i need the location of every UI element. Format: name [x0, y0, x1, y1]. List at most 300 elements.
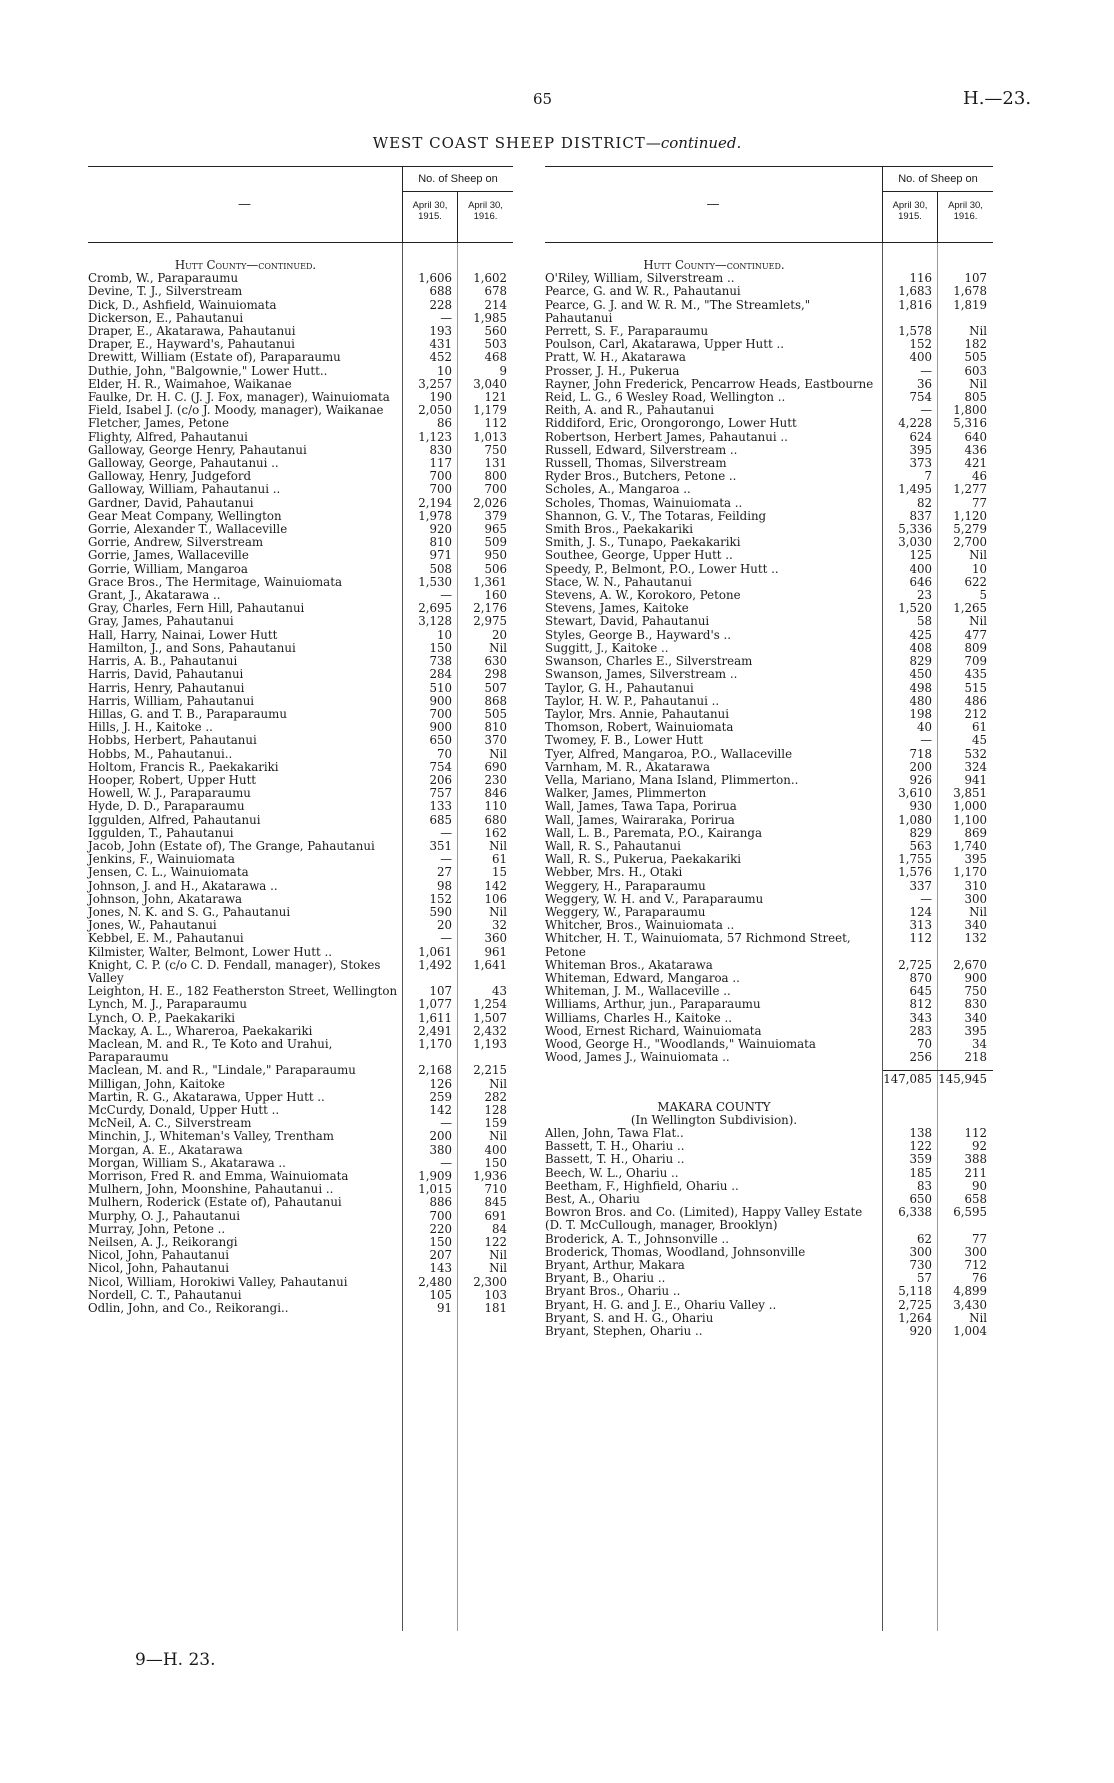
row-1916: 212 — [964, 706, 987, 721]
row-1915: 700 — [429, 482, 452, 497]
row-name: Bryant, S. and H. G., Ohariu — [545, 1310, 714, 1325]
row-name: Milligan, John, Kaitoke — [88, 1076, 225, 1091]
row-name: Nordell, C. T., Pahautanui — [88, 1287, 242, 1302]
row-name: Weggery, W. H. and V., Paraparaumu — [545, 891, 764, 906]
row-1916: 941 — [964, 772, 987, 787]
row-1916: 1,254 — [473, 997, 507, 1012]
table-row — [88, 761, 513, 774]
row-1916: Nil — [489, 838, 507, 853]
table-row — [88, 959, 513, 985]
table-row — [88, 563, 513, 576]
row-1915: 1,683 — [898, 284, 932, 299]
row-1916: 709 — [964, 654, 987, 669]
row-1915: 2,050 — [418, 403, 452, 418]
right-table — [545, 166, 993, 1629]
row-1915: 930 — [909, 799, 932, 814]
row-name: Swanson, James, Silverstream .. — [545, 667, 738, 682]
row-1915: 193 — [429, 324, 452, 339]
row-name: Scholes, A., Mangaroa .. — [545, 482, 691, 497]
row-1915: 150 — [429, 1235, 452, 1250]
row-1915: 920 — [429, 522, 452, 537]
row-1915: 82 — [916, 495, 932, 510]
row-1915: 3,610 — [898, 786, 932, 801]
table-row — [545, 351, 993, 364]
row-1916: 900 — [964, 970, 987, 985]
row-1915: 1,077 — [418, 997, 452, 1012]
row-1916: 230 — [484, 772, 507, 787]
row-name: Grant, J., Akatarawa .. — [88, 588, 221, 603]
row-name: Reith, A. and R., Pahautanui — [545, 403, 714, 418]
row-name: Smith, J. S., Tunapo, Paekakariki — [545, 535, 741, 550]
row-name: Russell, Edward, Silverstream .. — [545, 442, 738, 457]
row-1916: 505 — [964, 350, 987, 365]
table-row — [545, 800, 993, 813]
row-1916: 106 — [484, 891, 507, 906]
row-name: Bryant Bros., Ohariu .. — [545, 1284, 681, 1299]
row-name: Stewart, David, Pahautanui — [545, 614, 710, 629]
row-1915: 1,755 — [898, 852, 932, 867]
table-row — [88, 1144, 513, 1157]
row-name: Wall, James, Wairaraka, Porirua — [545, 812, 735, 827]
table-row — [88, 417, 513, 430]
row-1916: 700 — [484, 482, 507, 497]
row-name: Gear Meat Company, Wellington — [88, 508, 282, 523]
row-name: Taylor, G. H., Pahautanui — [545, 680, 694, 695]
row-1916: 388 — [964, 1152, 987, 1167]
row-name: Drewitt, William (Estate of), Paraparaumu — [88, 350, 341, 365]
row-name: Bassett, T. H., Ohariu .. — [545, 1139, 685, 1154]
row-1915: 152 — [909, 337, 932, 352]
table-row — [88, 483, 513, 496]
table-row — [545, 893, 993, 906]
table-row — [88, 1262, 513, 1275]
row-name: Perrett, S. F., Paraparaumu — [545, 324, 709, 339]
row-1915: 185 — [909, 1165, 932, 1180]
row-name: Kebbel, E. M., Pahautanui — [88, 931, 244, 946]
row-1916: 532 — [964, 746, 987, 761]
row-name: Gardner, David, Pahautanui — [88, 495, 254, 510]
row-name: Weggery, H., Paraparaumu — [545, 878, 706, 893]
row-1915: 143 — [429, 1261, 452, 1276]
table-row — [545, 866, 993, 879]
row-1916: 61 — [491, 852, 507, 867]
row-1915: 2,725 — [898, 957, 932, 972]
row-name: Taylor, Mrs. Annie, Pahautanui — [545, 706, 730, 721]
row-1916: Nil — [969, 376, 987, 391]
row-1915: 754 — [909, 390, 932, 405]
table-row — [88, 946, 513, 959]
row-name: Pratt, W. H., Akatarawa — [545, 350, 686, 365]
row-name: Bryant, B., Ohariu .. — [545, 1271, 666, 1286]
row-1915: 2,480 — [418, 1274, 452, 1289]
row-1916: 142 — [484, 878, 507, 893]
row-name: McNeil, A. C., Silverstream — [88, 1116, 252, 1131]
row-1915: 125 — [909, 548, 932, 563]
row-1916: 468 — [484, 350, 507, 365]
row-1916: 515 — [964, 680, 987, 695]
row-1916: 1,361 — [473, 574, 507, 589]
row-1916: 3,430 — [953, 1297, 987, 1312]
table-row — [88, 800, 513, 813]
row-name: Iggulden, Alfred, Pahautanui — [88, 812, 261, 827]
row-1916: 1,936 — [473, 1169, 507, 1184]
row-1916: 809 — [964, 640, 987, 655]
row-1916: 2,975 — [473, 614, 507, 629]
table-row — [88, 1302, 513, 1315]
row-1915: 373 — [909, 456, 932, 471]
footer-signature: 9—H. 23. — [135, 1650, 216, 1670]
row-1916: 46 — [971, 469, 987, 484]
row-name: Robertson, Herbert James, Pahautanui .. — [545, 429, 788, 444]
row-1915: 40 — [916, 720, 932, 735]
row-name: Williams, Arthur, jun., Paraparaumu — [545, 997, 761, 1012]
row-1915: 685 — [429, 812, 452, 827]
row-1916: 150 — [484, 1155, 507, 1170]
row-name: Iggulden, T., Pahautanui — [88, 825, 234, 840]
row-1916: 340 — [964, 1010, 987, 1025]
table-row — [88, 998, 513, 1011]
row-name: Johnson, J. and H., Akatarawa .. — [88, 878, 278, 893]
row-1915: 150 — [429, 640, 452, 655]
row-1916: 112 — [484, 416, 507, 431]
row-1916: 1,602 — [473, 271, 507, 286]
row-1916: 506 — [484, 561, 507, 576]
row-name: Weggery, W., Paraparaumu — [545, 904, 706, 919]
row-1916: 5,316 — [953, 416, 987, 431]
row-name: Allen, John, Tawa Flat.. — [545, 1126, 684, 1140]
row-1916: 61 — [971, 720, 987, 735]
table-row — [545, 563, 993, 576]
row-1915: 730 — [909, 1258, 932, 1273]
row-1916: 630 — [484, 654, 507, 669]
row-1915: 830 — [429, 442, 452, 457]
title-main: WEST COAST SHEEP DISTRICT — [372, 134, 646, 152]
row-1915: — — [440, 825, 452, 840]
row-1915: 10 — [436, 627, 452, 642]
row-1916: 300 — [964, 1244, 987, 1259]
row-name: Stevens, James, Kaitoke — [545, 601, 689, 616]
row-1916: 6,595 — [953, 1205, 987, 1220]
header-col-1916: April 30, 1916. — [468, 200, 503, 222]
row-name: Prosser, J. H., Pukerua — [545, 363, 680, 378]
row-name: Swanson, Charles E., Silverstream — [545, 654, 753, 669]
table-row — [545, 1299, 993, 1312]
row-1916: 2,176 — [473, 601, 507, 616]
row-1916: 45 — [971, 733, 987, 748]
row-name: Johnson, John, Akatarawa — [88, 891, 243, 906]
row-1916: 76 — [971, 1271, 987, 1286]
row-name: Faulke, Dr. H. C. (J. J. Fox, manager), Wainuiomata — [88, 390, 390, 405]
row-name: Southee, George, Upper Hutt .. — [545, 548, 733, 563]
row-1916: 110 — [484, 799, 507, 814]
row-1915: 1,015 — [418, 1182, 452, 1197]
row-name: Vella, Mariano, Mana Island, Plimmerton.. — [545, 772, 799, 787]
row-1915: 5,118 — [898, 1284, 932, 1299]
row-1915: 57 — [916, 1271, 932, 1286]
row-1915: 2,695 — [418, 601, 452, 616]
row-1916: 1,678 — [953, 284, 987, 299]
table-row — [545, 1206, 993, 1232]
row-1916: 486 — [964, 693, 987, 708]
table-row — [545, 431, 993, 444]
table-row — [88, 1130, 513, 1143]
row-name: Rayner, John Frederick, Pencarrow Heads, Eastbourne — [545, 376, 874, 391]
table-row — [88, 1064, 513, 1077]
table-row — [545, 761, 993, 774]
row-1915: 971 — [429, 548, 452, 563]
row-1916: 1,740 — [953, 838, 987, 853]
table-row — [88, 1276, 513, 1289]
row-1915: 450 — [909, 667, 932, 682]
row-1915: 86 — [436, 416, 452, 431]
row-name: Varnham, M. R., Akatarawa — [545, 759, 711, 774]
row-1916: 800 — [484, 469, 507, 484]
row-1915: — — [440, 588, 452, 603]
table-row — [88, 1038, 513, 1064]
row-1915: 3,257 — [418, 376, 452, 391]
row-1916: 750 — [484, 442, 507, 457]
row-name: Beech, W. L., Ohariu .. — [545, 1165, 679, 1180]
row-1916: 103 — [484, 1287, 507, 1302]
row-1915: 228 — [429, 297, 452, 312]
row-1916: 2,026 — [473, 495, 507, 510]
table-row — [88, 1078, 513, 1091]
page-title — [0, 134, 1114, 152]
table-row — [545, 998, 993, 1011]
row-1916: Nil — [489, 1261, 507, 1276]
row-name: Tyer, Alfred, Mangaroa, P.O., Wallaceville — [545, 746, 793, 761]
table-body — [545, 243, 993, 1631]
row-1916: 691 — [484, 1208, 507, 1223]
right-rows — [545, 259, 993, 1338]
row-name: Nicol, John, Pahautanui — [88, 1248, 230, 1263]
row-name: Morrison, Fred R. and Emma, Wainuiomata — [88, 1169, 349, 1184]
row-1915: 700 — [429, 1208, 452, 1223]
table-row — [545, 615, 993, 628]
section-sublabel: (In Wellington Subdivision). — [630, 1112, 798, 1127]
row-1916: 1,100 — [953, 812, 987, 827]
row-1916: 4,899 — [953, 1284, 987, 1299]
row-1916: 830 — [964, 997, 987, 1012]
row-1916: 1,120 — [953, 508, 987, 523]
row-name: Harris, David, Pahautanui — [88, 667, 244, 682]
table-row — [545, 748, 993, 761]
row-1916: 680 — [484, 812, 507, 827]
row-1915: 105 — [429, 1287, 452, 1302]
row-1915: 829 — [909, 654, 932, 669]
row-1915: 754 — [429, 759, 452, 774]
row-name: Suggitt, J., Kaitoke .. — [545, 640, 669, 655]
row-name: Gorrie, William, Mangaroa — [88, 561, 248, 576]
row-name: Wood, Ernest Richard, Wainuiomata — [545, 1023, 762, 1038]
row-name: Holtom, Francis R., Paekakariki — [88, 759, 279, 774]
row-1915: 190 — [429, 390, 452, 405]
row-1915: 70 — [916, 1036, 932, 1051]
left-rows — [88, 259, 513, 1315]
row-1915: 1,816 — [898, 297, 932, 312]
row-1915: 645 — [909, 984, 932, 999]
row-1915: 400 — [909, 350, 932, 365]
header-dash: — — [238, 197, 251, 212]
row-1916: 509 — [484, 535, 507, 550]
row-1916: 282 — [484, 1089, 507, 1104]
row-1916: 2,670 — [953, 957, 987, 972]
left-table — [88, 166, 513, 1629]
row-1916: 112 — [964, 1126, 987, 1140]
row-name: Gray, James, Pahautanui — [88, 614, 234, 629]
row-name: Nicol, John, Pahautanui — [88, 1261, 230, 1276]
table-row — [545, 959, 993, 972]
row-name: Gorrie, Alexander T., Wallaceville — [88, 522, 288, 537]
table-row — [88, 932, 513, 945]
row-1915: 10 — [436, 363, 452, 378]
row-1916: 846 — [484, 786, 507, 801]
row-name: Martin, R. G., Akatarawa, Upper Hutt .. — [88, 1089, 325, 1104]
row-name: Bowron Bros. and Co. (Limited), Happy Valley Estate (D. T. McCullough, manager, Brooklyn) — [545, 1205, 863, 1233]
row-1916: 2,215 — [473, 1063, 507, 1078]
row-1915: — — [920, 733, 932, 748]
row-name: Howell, W. J., Paraparaumu — [88, 786, 251, 801]
page-number: 65 — [533, 90, 553, 108]
table-row — [88, 299, 513, 312]
row-1916: 32 — [491, 918, 507, 933]
row-1916: 10 — [971, 561, 987, 576]
row-name: Maclean, M. and R., Te Koto and Urahui, Paraparaumu — [88, 1036, 333, 1065]
row-1915: 812 — [909, 997, 932, 1012]
row-1916: Nil — [489, 640, 507, 655]
row-1915: 926 — [909, 772, 932, 787]
row-name: Hyde, D. D., Paraparaumu — [88, 799, 245, 814]
row-1915: 83 — [916, 1178, 932, 1193]
row-1916: 2,700 — [953, 535, 987, 550]
table-row — [545, 1025, 993, 1038]
row-1915: — — [920, 403, 932, 418]
row-1916: 950 — [484, 548, 507, 563]
row-name: Maclean, M. and R., "Lindale," Paraparaumu — [88, 1063, 356, 1078]
row-1915: 36 — [916, 376, 932, 391]
row-1915: 2,491 — [418, 1023, 452, 1038]
row-1915: 810 — [429, 535, 452, 550]
row-1915: 2,725 — [898, 1297, 932, 1312]
table-row — [545, 483, 993, 496]
row-name: Beetham, F., Highfield, Ohariu .. — [545, 1178, 739, 1193]
table-row — [88, 682, 513, 695]
row-name: Riddiford, Eric, Orongorongo, Lower Hutt — [545, 416, 797, 431]
row-1915: 117 — [429, 456, 452, 471]
row-1916: 218 — [964, 1050, 987, 1065]
row-name: Hobbs, Herbert, Pahautanui — [88, 733, 257, 748]
row-name: Gray, Charles, Fern Hill, Pahautanui — [88, 601, 305, 616]
row-name: Galloway, George, Pahautanui .. — [88, 456, 279, 471]
row-1916: 20 — [491, 627, 507, 642]
row-1915: 23 — [916, 588, 932, 603]
row-1916: 122 — [484, 1235, 507, 1250]
row-1916: 77 — [971, 1231, 987, 1246]
row-1915: 1,492 — [418, 957, 452, 972]
row-name: Jensen, C. L., Wainuiomata — [88, 865, 249, 880]
row-1915: 98 — [436, 878, 452, 893]
row-name: Webber, Mrs. H., Otaki — [545, 865, 683, 880]
row-1916: 1,277 — [953, 482, 987, 497]
table-row — [545, 1051, 993, 1064]
row-1916: 845 — [484, 1195, 507, 1210]
row-name: Draper, E., Hayward's, Pahautanui — [88, 337, 295, 352]
row-name: Harris, A. B., Pahautanui — [88, 654, 238, 669]
row-1916: 9 — [499, 363, 507, 378]
row-1915: 395 — [909, 442, 932, 457]
row-1916: 84 — [491, 1221, 507, 1236]
row-1915: 408 — [909, 640, 932, 655]
row-1916: 310 — [964, 878, 987, 893]
row-1915: — — [440, 1155, 452, 1170]
row-name: Lynch, M. J., Paraparaumu — [88, 997, 247, 1012]
row-1915: 400 — [909, 561, 932, 576]
row-1915: 91 — [436, 1301, 452, 1316]
row-name: Gorrie, Andrew, Silverstream — [88, 535, 264, 550]
row-name: Wall, R. S., Pukerua, Paekakariki — [545, 852, 742, 867]
row-1916: 395 — [964, 1023, 987, 1038]
row-name: Williams, Charles H., Kaitoke .. — [545, 1010, 733, 1025]
row-name: Bryant, Arthur, Makara — [545, 1258, 685, 1273]
row-1915: — — [440, 852, 452, 867]
row-name: Hobbs, M., Pahautanui.. — [88, 746, 233, 761]
row-name: Mulhern, Roderick (Estate of), Pahautanui — [88, 1195, 342, 1210]
row-1915: 431 — [429, 337, 452, 352]
row-1916: 1,800 — [953, 403, 987, 418]
table-row — [88, 748, 513, 761]
total-row — [545, 1070, 993, 1086]
row-1915: 200 — [909, 759, 932, 774]
row-1915: 1,978 — [418, 508, 452, 523]
row-1915: 283 — [909, 1023, 932, 1038]
row-1916: 131 — [484, 456, 507, 471]
row-1915: 508 — [429, 561, 452, 576]
row-name: Speedy, P., Belmont, P.O., Lower Hutt .. — [545, 561, 779, 576]
row-name: Devine, T. J., Silverstream — [88, 284, 243, 299]
row-name: Poulson, Carl, Akatarawa, Upper Hutt .. — [545, 337, 784, 352]
table-row — [545, 814, 993, 827]
row-1916: 505 — [484, 706, 507, 721]
table-header — [88, 166, 513, 243]
row-name: Cromb, W., Paraparaumu — [88, 271, 239, 286]
row-1915: 1,578 — [898, 324, 932, 339]
row-name: Wall, L. B., Paremata, P.O., Kairanga — [545, 825, 762, 840]
row-1915: 116 — [909, 271, 932, 286]
row-1915: — — [440, 931, 452, 946]
row-1916: Nil — [489, 746, 507, 761]
row-1916: 869 — [964, 825, 987, 840]
row-1916: Nil — [489, 1129, 507, 1144]
row-1916: 160 — [484, 588, 507, 603]
row-1916: 678 — [484, 284, 507, 299]
row-name: Galloway, Henry, Judgeford — [88, 469, 252, 484]
section-heading — [545, 1101, 993, 1114]
header-col-1915: April 30, 1915. — [403, 192, 458, 242]
row-name: Grace Bros., The Hermitage, Wainuiomata — [88, 574, 342, 589]
row-name: Morgan, William S., Akatarawa .. — [88, 1155, 286, 1170]
row-name: Jones, N. K. and S. G., Pahautanui — [88, 904, 291, 919]
table-row — [88, 365, 513, 378]
row-1915: 829 — [909, 825, 932, 840]
row-1915: 284 — [429, 667, 452, 682]
row-1916: 868 — [484, 693, 507, 708]
row-1915: 7 — [924, 469, 932, 484]
row-1916: 340 — [964, 918, 987, 933]
row-1915: 1,123 — [418, 429, 452, 444]
row-1915: 900 — [429, 720, 452, 735]
table-row — [88, 615, 513, 628]
table-row — [545, 695, 993, 708]
